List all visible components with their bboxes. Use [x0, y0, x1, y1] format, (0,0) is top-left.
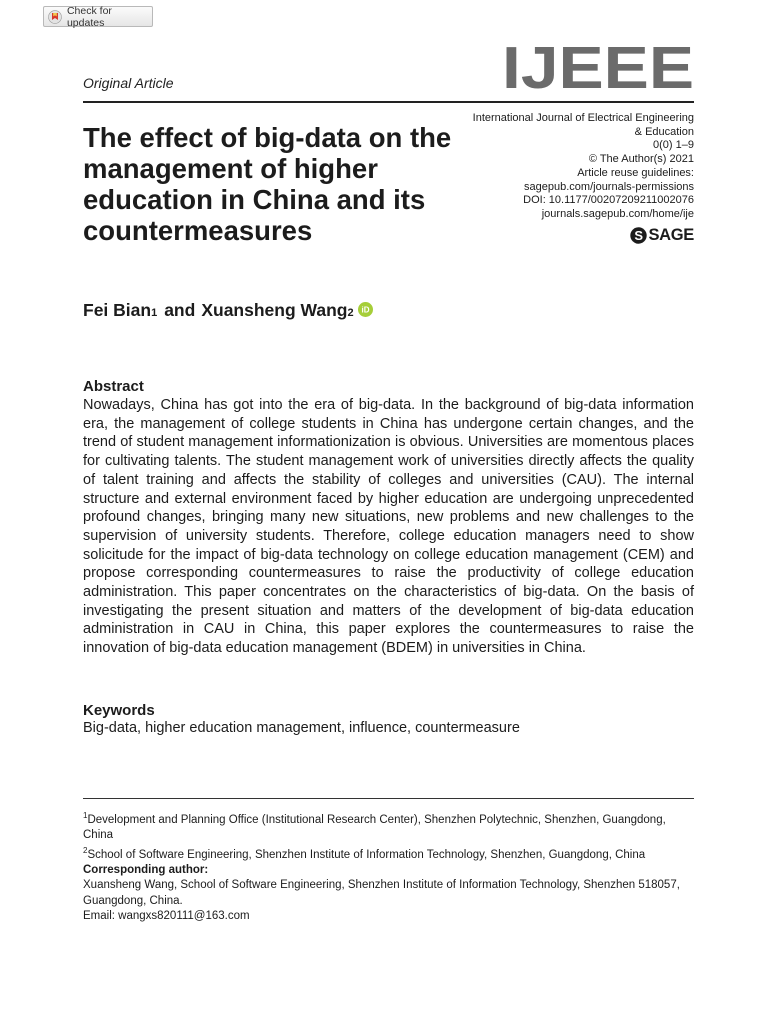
crossmark-icon	[48, 10, 62, 24]
affiliation-2-text: School of Software Engineering, Shenzhen Institute of Information Technology, Shenzhen, Guangdong, China	[87, 849, 646, 862]
journal-meta	[434, 112, 694, 222]
sage-s-icon	[630, 227, 647, 244]
article-type: Original Article	[83, 75, 174, 91]
header-divider	[83, 101, 694, 103]
publisher-name: SAGE	[648, 226, 694, 244]
check-for-updates-button[interactable]	[43, 6, 153, 27]
author-list	[83, 300, 373, 321]
reuse-label: Article reuse guidelines:	[577, 166, 694, 179]
copyright: © The Author(s) 2021	[588, 153, 694, 166]
journal-homepage-link[interactable]: journals.sagepub.com/home/ije	[541, 207, 694, 220]
author-joiner: and	[164, 300, 196, 320]
journal-logo-text: IJEEE	[502, 44, 694, 90]
check-for-updates-label: Check for updates	[66, 4, 112, 29]
doi[interactable]: DOI: 10.1177/00207209211002076	[523, 194, 694, 207]
keywords-heading: Keywords	[83, 702, 155, 719]
journal-logo	[502, 44, 694, 90]
keywords-text: Big-data, higher education management, influence, countermeasure	[83, 720, 520, 736]
affiliation-1-text: Development and Planning Office (Institutional Research Center), Shenzhen Polytechnic, Shenzhen, Guangdong, China	[83, 813, 666, 842]
abstract-heading: Abstract	[83, 378, 144, 395]
journal-volume: 0(0) 1–9	[653, 139, 694, 152]
author-name-1[interactable]: Fei Bian	[83, 300, 152, 320]
publisher-logo	[630, 226, 694, 245]
affiliation-2-mark: 2	[83, 846, 88, 856]
orcid-icon[interactable]	[358, 302, 373, 317]
reuse-link[interactable]: sagepub.com/journals-permissions	[524, 180, 694, 193]
svg-text:S: S	[634, 228, 644, 243]
journal-name-line1: International Journal of Electrical Engineering	[472, 112, 694, 124]
abstract-text: Nowadays, China has got into the era of big-data. In the background of big-data information era, the management of college students in China has undergone certain changes, and the trend of student management informationization is obvious. Universities are momentous places for cultivating talents. The student management work of universities directly affects the quality of talent training and affects the stability of colleges and universities (CAU). The internal structure and external environment faced by higher education are undergoing unprecedented profound changes, bringing many new situations, new problems and new challenges to the supervision of university students. Therefore, college education managers need to show solicitude for the impact of big-data technology on college education management (CEM) and propose corresponding countermeasures to raise the productivity of college education administration. This paper concentrates on the characteristics of big-data. On the basis of investigating the present situation and matters of the development of big-data education administration in CAU in China, this paper explores the countermeasures to raise the innovation of big-data education management (BDEM) in universities in China.	[83, 397, 694, 657]
journal-name-line2: & Education	[634, 125, 694, 138]
author-1-affiliation-mark: 1	[151, 307, 158, 319]
footnote-divider	[83, 798, 694, 799]
affiliation-1-mark: 1	[83, 811, 88, 820]
affiliation-1	[83, 808, 694, 843]
footnotes	[83, 808, 694, 924]
author-2-affiliation-mark: 2	[347, 307, 354, 319]
corresponding-author-label: Corresponding author:	[83, 864, 209, 877]
article-title: The effect of big-data on the management of higher education in China and its countermeasures	[83, 122, 452, 246]
corresponding-author-email[interactable]: Email: wangxs820111@163.com	[83, 909, 250, 922]
corresponding-author-address: Xuansheng Wang, School of Software Engineering, Shenzhen Institute of Information Technology, Shenzhen 518057, Guangdong, China.	[83, 879, 680, 907]
affiliation-2	[83, 843, 694, 863]
author-name-2[interactable]: Xuansheng Wang	[201, 300, 348, 320]
svg-text:iD: iD	[361, 305, 370, 315]
